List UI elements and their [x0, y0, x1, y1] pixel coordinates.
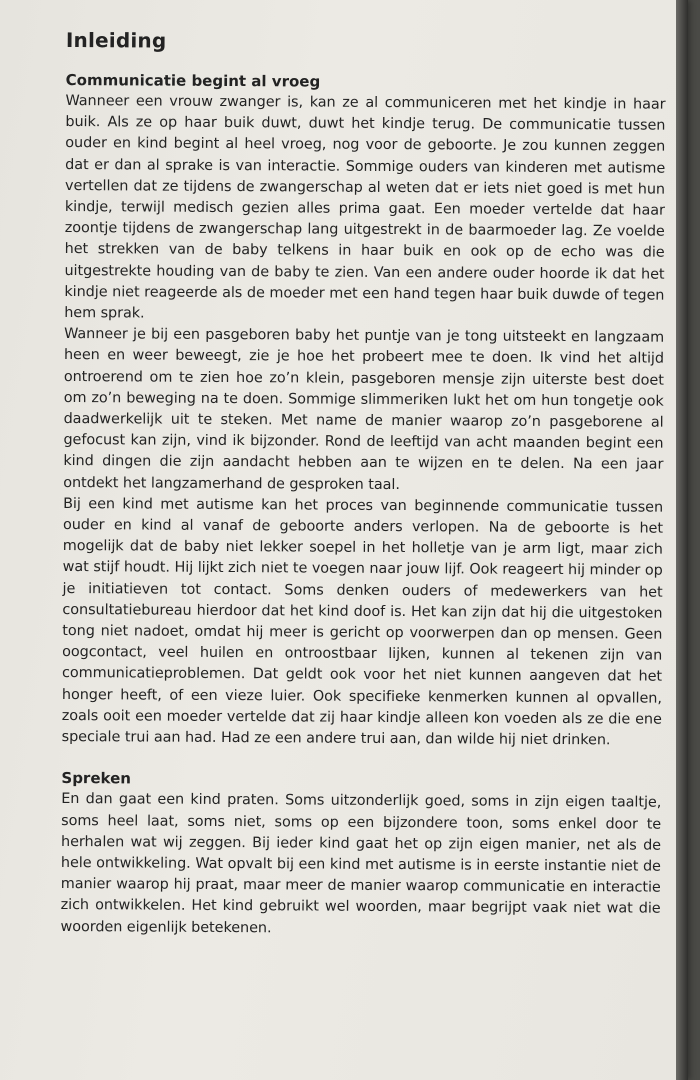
paragraph: Wanneer een vrouw zwanger is, kan ze al communiceren met het kindje in haar buik. Als ze op haar buik duwt, duwt het kindje terug. De communicatie tussen ouder en kind begint al heel vroeg, nog voor de geboorte. Je zou kunnen zeggen dat er dan al sprake is van interactie. Sommige ouders van kinderen met autisme vertellen dat ze tijdens de zwangerschap al weten dat er iets niet goed is met hun kindje, terwijl medisch gezien alles prima gaat. Een moeder vertelde dat haar zoontje tijdens de zwangerschap lang uitgestrekt in de baarmoeder lag. Ze voelde het strekken van de baby telkens in haar buik en ook op de echo was die uitgestrekte houding van de baby te zien. Van een andere ouder hoorde ik dat het kindje niet reageerde als de moeder met een hand tegen haar buik duwde of tegen hem sprak. — [64, 92, 666, 322]
section-heading: Communicatie begint al vroeg — [65, 70, 321, 91]
page-content — [60, 28, 666, 941]
section-heading: Spreken — [61, 769, 132, 788]
section-spreken — [60, 768, 661, 941]
chapter-title: Inleiding — [65, 28, 167, 53]
section-communicatie — [62, 70, 666, 752]
paragraph: En dan gaat een kind praten. Soms uitzonderlijk goed, soms in zijn eigen taaltje, soms heel laat, soms niet, soms op een bijzondere toon, soms enkel door te herhalen wat wij zeggen. Bij ieder kind gaat het op zijn eigen manier, net als de hele ontwikkeling. Wat opvalt bij een kind met autisme is in eerste instantie niet de manier waarop hij praat, maar meer de manier waarop communicatie en interactie zich ontwikkelen. Het kind gebruikt wel woorden, maar begrijpt vaak niet wat die woorden eigenlijk betekenen. — [60, 791, 662, 936]
paragraph: Wanneer je bij een pasgeboren baby het puntje van je tong uitsteekt en langzaam heen en weer beweegt, zie je hoe het probeert mee te doen. Ik vind het altijd ontroerend om te zien hoe zo’n klein, pasgeboren mensje zijn uiterste best doet om zo’n beweging na te doen. Sommige slimmeriken lukt het om hun tongetje ook daadwerkelijk uit te steken. Met name de manier waarop zo’n pasgeborene al gefocust kan zijn, vind ik bijzonder. Rond de leeftijd van acht maanden begint een kind dingen die zijn aandacht hebben aan te wijzen en te delen. Na een jaar ontdekt het langzamerhand de gesproken taal. — [63, 326, 665, 493]
paragraph: Bij een kind met autisme kan het proces van beginnende communicatie tussen ouder en kind al vanaf de geboorte anders verlopen. Na de geboorte is het mogelijk dat de baby niet lekker soepel in het holletje van je arm ligt, maar zich wat stijf houdt. Hij lijkt zich niet te voegen naar jouw lijf. Ook reageert hij minder op je initiatieven tot contact. Soms denken ouders of medewerkers van het consultatiebureau hierdoor dat het kind doof is. Het kan zijn dat hij die uitgestoken tong niet nadoet, omdat hij meer is gericht op voorwerpen dan op mensen. Geen oogcontact, veel huilen en ontroostbaar lijken, kunnen al tekenen zijn van communicatieproblemen. Dat geldt ook voor het niet kunnen aangeven dat het honger heeft, of een vieze luier. Ook specifieke kenmerken kunnen al opvallen, zoals ooit een moeder vertelde dat zij haar kindje alleen kon voeden als ze die ene speciale trui aan had. Had ze een andere trui aan, dan wilde hij niet drinken. — [61, 495, 664, 749]
page-edge-shadow — [676, 0, 688, 1080]
